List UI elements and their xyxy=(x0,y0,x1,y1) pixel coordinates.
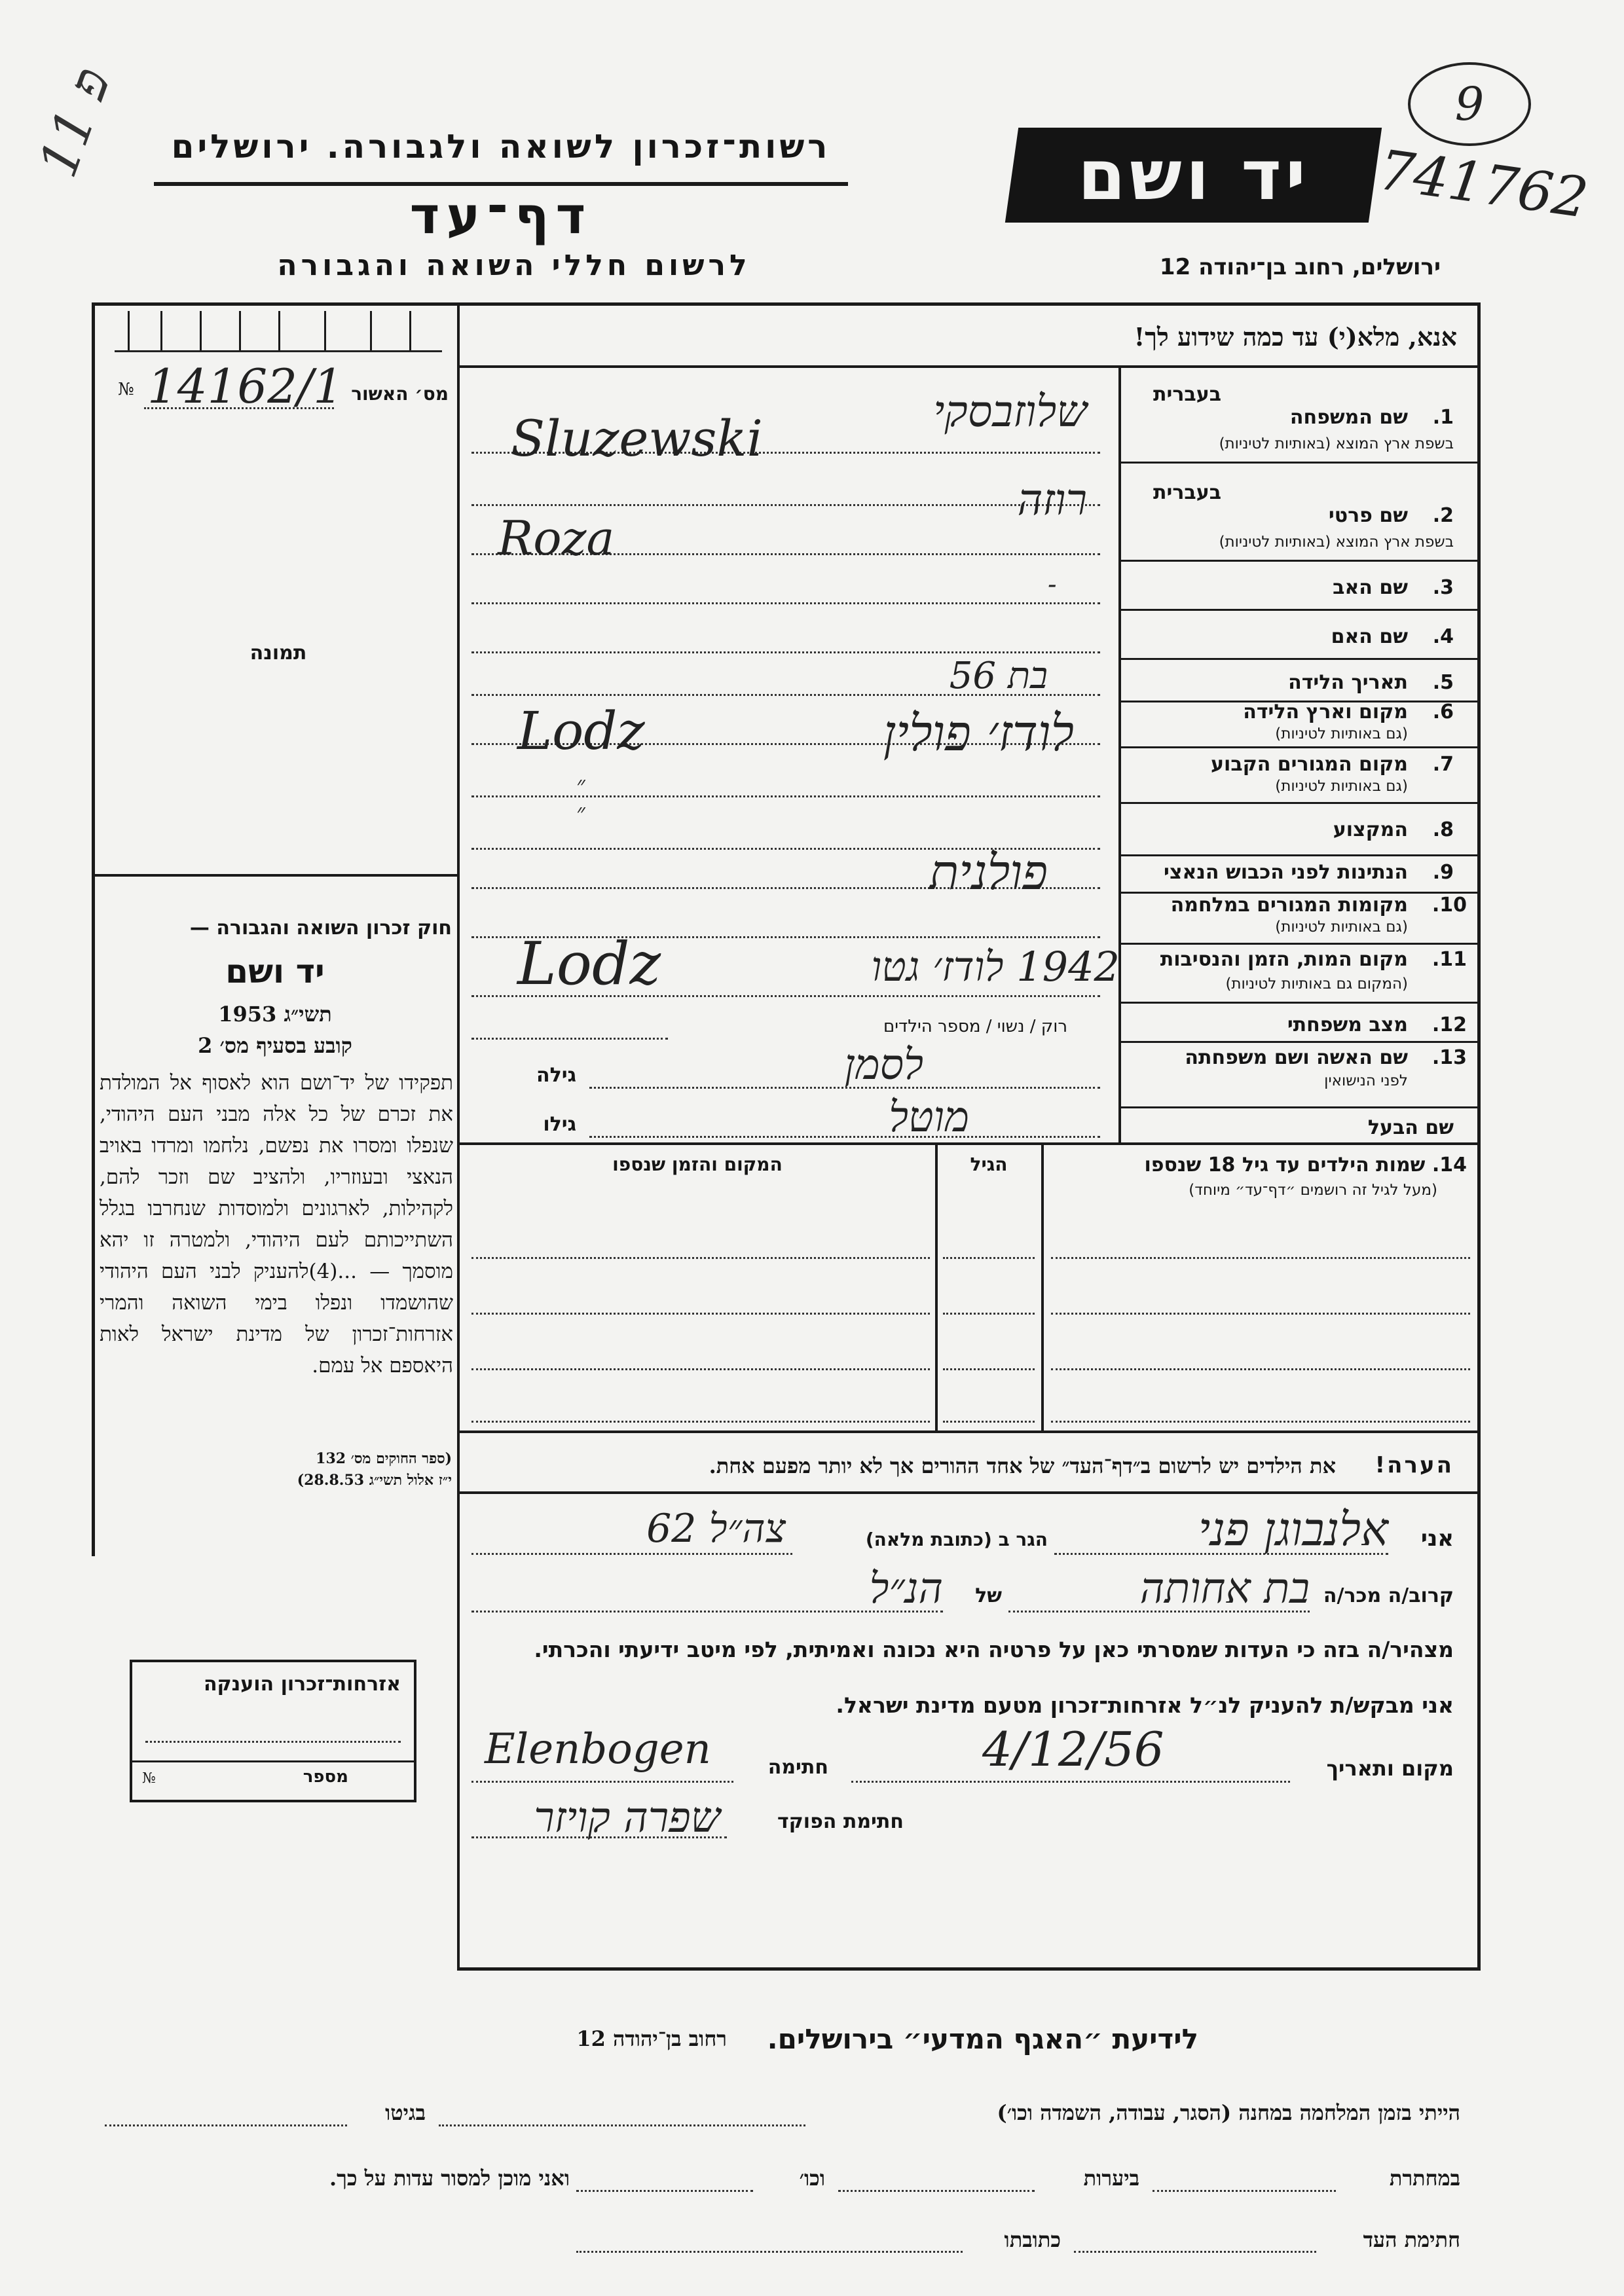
field-13-label: שם האשה ושם משפחתה xyxy=(1185,1046,1408,1069)
value-death-place-lat: Lodz xyxy=(517,930,661,998)
dotline xyxy=(1008,1611,1310,1613)
children-label: 14. שמות הילדים עד גיל 18 שנספו xyxy=(1144,1154,1467,1176)
intro-divider xyxy=(457,365,1479,368)
field-12-num: 12. xyxy=(1431,1013,1467,1036)
row-sep xyxy=(1118,854,1479,856)
field-6-num: 6. xyxy=(1432,701,1454,723)
declarant-i-label: אני xyxy=(1420,1525,1454,1552)
dotline xyxy=(851,1781,1290,1783)
value-father: - xyxy=(1048,570,1057,600)
dotline xyxy=(105,2124,347,2126)
value-birthplace-lat: Lodz xyxy=(517,701,645,761)
field-4-num: 4. xyxy=(1432,625,1454,648)
field-7-label: מקום המגורים הקבוע xyxy=(1211,753,1408,776)
dotline xyxy=(943,1368,1035,1370)
dotline xyxy=(576,2251,963,2253)
wife-age-label: גילה xyxy=(536,1064,576,1087)
law-year: תשי״ג 1953 xyxy=(218,1002,332,1027)
remark-label: הערה! xyxy=(1375,1452,1454,1478)
field-8-label: המקצוע xyxy=(1333,818,1408,841)
law-name: יד ושם xyxy=(225,953,325,991)
dotline xyxy=(1051,1421,1470,1423)
footer-title: לידיעת ״האגף המדעי״ בירושלים. xyxy=(767,2023,1198,2055)
field-1-num: 1. xyxy=(1432,406,1454,429)
dotline xyxy=(471,1421,930,1423)
dotline xyxy=(943,1421,1035,1423)
field-2-num: 2. xyxy=(1432,504,1454,527)
left-column-divider xyxy=(457,302,460,1533)
dotline xyxy=(471,1836,727,1838)
dotline xyxy=(838,2190,1035,2192)
field-13-sub: לפני הנישואין xyxy=(1324,1072,1408,1089)
frame-bottom xyxy=(457,1967,1480,1971)
husband-label: שם הבעל xyxy=(1367,1116,1454,1139)
dotline xyxy=(471,651,1100,653)
field-10-num: 10. xyxy=(1431,894,1467,917)
place-date-value: 4/12/56 xyxy=(982,1722,1164,1777)
footer-address: רחוב בן־יהודה 12 xyxy=(576,2026,727,2051)
dotline xyxy=(471,602,1100,604)
value-birthdate: בת 56 xyxy=(949,655,1048,697)
dotline xyxy=(1051,1368,1470,1370)
field-8-num: 8. xyxy=(1432,818,1454,841)
yad-vashem-logo: יד ושם xyxy=(1005,128,1382,223)
dotline xyxy=(943,1313,1035,1315)
dotline xyxy=(1051,1313,1470,1315)
children-sub: (מעל לגיל זה רושמים ״דף־עד״ מיוחד) xyxy=(1189,1182,1437,1199)
dotline xyxy=(471,1611,943,1613)
footer-underground: במחתרת xyxy=(1389,2166,1460,2191)
dotline xyxy=(145,1741,401,1743)
citizenship-title: אזרחות־זכרון הוענקה xyxy=(203,1673,401,1696)
value-birthplace-he: לודז׳ פולין xyxy=(883,704,1074,762)
row-sep xyxy=(1118,462,1479,464)
row-sep xyxy=(1118,609,1479,611)
row-sep xyxy=(1118,658,1479,660)
children-col-age: הגיל xyxy=(970,1154,1008,1175)
dotline xyxy=(1051,1257,1470,1259)
citizenship-no-symbol: № xyxy=(142,1770,156,1787)
field-12-label: מצב משפחתי xyxy=(1287,1013,1408,1036)
dotline xyxy=(471,1368,930,1370)
dotline xyxy=(471,1553,792,1555)
footer-etc: וכו׳ xyxy=(799,2166,825,2191)
photo-label: תמונה xyxy=(249,642,307,665)
field-11-label: מקום המות, הזמן והנסיבות xyxy=(1160,948,1408,971)
field-13-num: 13. xyxy=(1431,1046,1467,1069)
law-title: חוק זכרון השואה והגבורה — xyxy=(189,917,452,939)
value-surname-he: שלוזבסקי xyxy=(933,386,1087,437)
officer-signature: שפרה קויזר xyxy=(534,1794,720,1842)
footer-address-label: כתובתו xyxy=(1004,2227,1061,2252)
remark-text: את הילדים יש לרשום ב״דף־העד״ של אחד ההורים אך לא יותר מפעם אחת. xyxy=(709,1453,1336,1478)
intro-text: אנא, מלא(י) עד כמה שידוע לך! xyxy=(1134,322,1457,352)
field-11-num: 11. xyxy=(1431,948,1467,971)
children-top xyxy=(457,1142,1479,1145)
row-sep xyxy=(1118,1002,1479,1004)
field-3-num: 3. xyxy=(1432,576,1454,599)
footer-forests: ביערות xyxy=(1083,2166,1139,2191)
address: ירושלים, רחוב בן־יהודה 12 xyxy=(1159,254,1441,280)
law-ref-2: י״ז אלול תשי״ג 28.8.53) xyxy=(297,1472,452,1489)
signature-value: Elenbogen xyxy=(485,1725,711,1774)
approval-label: מס׳ האשור xyxy=(351,383,449,405)
of-value: הנ״ל xyxy=(869,1565,943,1613)
field-2-heb-tag: בעברית xyxy=(1153,481,1221,504)
field-5-num: 5. xyxy=(1432,671,1454,694)
husband-age-label: גילו xyxy=(543,1113,576,1136)
officer-label: חתימת הפוקד xyxy=(777,1810,904,1833)
field-7-num: 7. xyxy=(1432,753,1454,776)
approval-number: 14162/1 xyxy=(147,359,344,414)
frame-right xyxy=(1477,302,1481,1971)
law-ref-1: (ספר החוקים מס׳ 132 xyxy=(316,1450,452,1467)
row-sep xyxy=(1118,560,1479,562)
field-4-label: שם האם xyxy=(1331,625,1408,648)
dotline xyxy=(471,1781,733,1783)
field-6-sub: (גם באותיות לטיניות) xyxy=(1275,725,1408,742)
field-1-heb-tag: בעברית xyxy=(1153,383,1221,406)
of-label: של xyxy=(975,1584,1002,1607)
place-date-label: מקום ותאריך xyxy=(1326,1756,1454,1781)
value-nationality: פולנית xyxy=(929,845,1048,901)
remark-bottom xyxy=(457,1491,1479,1494)
field-10-label: מקומות המגורים במלחמה xyxy=(1170,894,1408,917)
value-firstname-lat: Roza xyxy=(498,511,615,566)
frame-left xyxy=(92,302,95,1556)
law-section: קובע בסעיף מס׳ 2 xyxy=(198,1033,352,1058)
field-1-label: שם המשפחה xyxy=(1289,406,1408,429)
row-sep xyxy=(1118,802,1479,804)
footer-witness-signature: חתימת העד xyxy=(1363,2227,1460,2252)
field-9-label: הנתינות לפני הכבוש הנאצי xyxy=(1164,861,1408,884)
field-10-sub: (גם באותיות לטיניות) xyxy=(1275,919,1408,936)
form-title: דף־עד xyxy=(409,187,593,246)
row-sep xyxy=(1118,943,1479,945)
dotline xyxy=(471,1313,930,1315)
dotline xyxy=(1074,2251,1316,2253)
value-death-details: 1942 לודז׳ גטו xyxy=(871,943,1120,991)
field-3-label: שם האב xyxy=(1333,576,1408,599)
footer-ghetto: בגיטו xyxy=(385,2100,426,2125)
approval-dotline xyxy=(144,407,334,409)
value-surname-lat: Sluzewski xyxy=(511,409,763,467)
footer-line-1: הייתי בזמן המלחמה במחנה (הסגר, עבודה, השמדה וכו׳) xyxy=(997,2100,1460,2125)
form-subtitle: לרשום חללי השואה והגבורה xyxy=(277,249,751,282)
children-col-1 xyxy=(935,1142,938,1430)
field-5-label: תאריך הלידה xyxy=(1288,671,1408,694)
declarant-name: אלנבוגן פני xyxy=(1198,1503,1388,1556)
field-12-options: רוק / נשוי / מספר הילדים xyxy=(883,1017,1067,1036)
field-2-sub: בשפת ארץ המוצא (באותיות לטיניות) xyxy=(1219,534,1454,551)
footer-willing: ואני מוכן למסור עדות על כך. xyxy=(329,2166,570,2191)
declarant-address: צה״ל 62 xyxy=(646,1506,786,1552)
citizenship-divider xyxy=(132,1760,414,1762)
value-residence: ״ ״ xyxy=(576,772,952,826)
declaration-text: מצהיר/ה בזה כי העדות שמסרתי כאן על פרטיה היא נכונה ואמיתית, לפי מיטב ידיעתי והכרתי. xyxy=(534,1637,1454,1662)
dotline xyxy=(1054,1553,1388,1555)
declarant-left-edge xyxy=(457,1493,460,1969)
dotline xyxy=(471,1257,930,1259)
row-sep xyxy=(1118,1106,1479,1108)
dotline xyxy=(439,2124,805,2126)
frame-top xyxy=(92,302,1480,306)
relation-value: בת אחותה xyxy=(1139,1565,1310,1613)
field-2-label: שם פרטי xyxy=(1328,504,1408,527)
law-text: תפקידו של יד־ושם הוא לאסוף אל המולדת את זכרם של כל אלה מבני העם היהודי, שנפלו ומסרו את נפשם, נלחמו ומרדו באויב הנאצי ובעוזריו, ולהציב שם וזכר להם, לקהילות, לארגונים ולמוסדות שנחרבו בגלל השתייכותם לעם היהודי, ולמטרה זו יהא מוסמך — ...(4)להעניק לבני העם היהודי שהושמדו ונפלו בימי השואה והמרי אזרחות־זכרון של מדינת ישראל לאות היאספם אל עמם. xyxy=(100,1071,453,1377)
law-box-top xyxy=(92,874,458,877)
approval-no-symbol: № xyxy=(118,380,134,399)
citizenship-number-label: מספר xyxy=(303,1767,348,1787)
row-sep xyxy=(1118,1041,1479,1043)
field-6-label: מקום וארץ הלידה xyxy=(1243,701,1408,723)
children-col-2 xyxy=(1041,1142,1044,1430)
dotline xyxy=(1153,2190,1336,2192)
dotline xyxy=(471,1038,668,1040)
label-column-divider xyxy=(1118,365,1121,1142)
value-wife: לסמן xyxy=(844,1041,923,1089)
declarant-address-label: הגר ב (כתובת מלאה) xyxy=(865,1529,1048,1550)
row-sep xyxy=(1118,746,1479,748)
field-11-sub: (המקום גם באותיות לטיניות) xyxy=(1225,975,1408,993)
signature-label: חתימה xyxy=(767,1756,828,1779)
field-7-sub: (גם באותיות לטיניות) xyxy=(1275,778,1408,795)
field-9-num: 9. xyxy=(1432,861,1454,884)
request-text: אני מבקש/ת להעניק לנ״ל אזרחות־זכרון מטעם מדינת ישראל. xyxy=(836,1692,1454,1718)
circled-number: 9 xyxy=(1408,62,1531,146)
value-husband: מוטל xyxy=(889,1093,969,1142)
remark-top xyxy=(457,1430,1479,1433)
relative-label: קרוב/ה מכר/ה xyxy=(1323,1584,1454,1607)
dotline xyxy=(943,1257,1035,1259)
institution-name: רשות־זכרון לשואה ולגבורה. ירושלים xyxy=(171,128,831,166)
value-firstname-he: רוזה xyxy=(1017,475,1087,525)
field-1-sub: בשפת ארץ המוצא (באותיות לטיניות) xyxy=(1219,435,1454,452)
corner-mark: פ 11 xyxy=(27,60,122,185)
children-col-place: המקום והזמן שנספו xyxy=(612,1154,783,1175)
dotline xyxy=(576,2190,753,2192)
header-rule xyxy=(154,182,848,186)
approval-ticks xyxy=(115,311,442,352)
citizenship-box xyxy=(130,1660,416,1802)
handwritten-record-number: 741762 xyxy=(1375,137,1592,230)
